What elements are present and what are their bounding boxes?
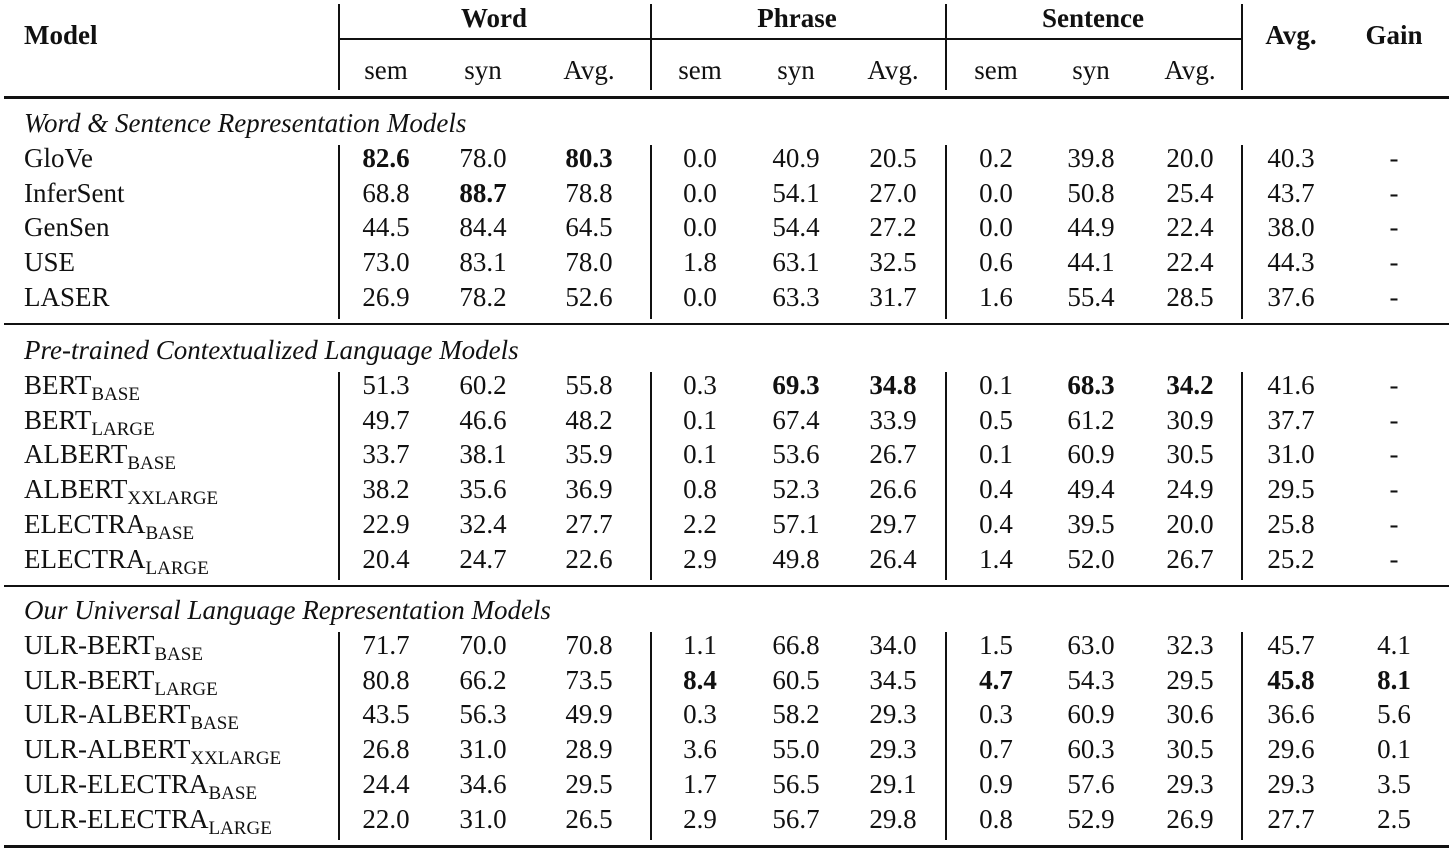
- section-divider: [1241, 372, 1243, 580]
- model-name: [24, 803, 272, 839]
- section-divider: [650, 372, 652, 580]
- table-cell: 0.0: [683, 281, 717, 312]
- model-name: [24, 247, 75, 277]
- table-cell: 5.6: [1377, 699, 1411, 730]
- model-name-base: InferSent: [24, 177, 125, 208]
- table-cell: 60.5: [772, 664, 820, 695]
- table-cell: 4.7: [979, 664, 1013, 695]
- table-cell: -: [1389, 439, 1399, 470]
- table-cell: 63.1: [772, 247, 820, 278]
- table-cell: 56.3: [459, 699, 507, 730]
- table-cell: 31.0: [459, 734, 507, 765]
- table-cell: 0.9: [979, 768, 1013, 799]
- table-cell: 22.4: [1166, 212, 1214, 243]
- table-cell: 2.5: [1377, 803, 1411, 834]
- table-cell: 8.4: [683, 664, 717, 695]
- table-cell: 0.1: [1377, 734, 1411, 765]
- table-cell: 0.2: [979, 143, 1013, 173]
- model-size-subscript: LARGE: [208, 817, 272, 839]
- table-cell: 29.8: [869, 803, 917, 834]
- table-cell: 2.9: [683, 803, 717, 834]
- table-cell: 46.6: [459, 404, 507, 435]
- table-cell: 0.1: [683, 439, 717, 470]
- table-cell: 78.0: [565, 247, 613, 278]
- table-cell: 0.0: [683, 177, 717, 208]
- table-cell: 38.0: [1267, 212, 1315, 243]
- table-cell: 31.0: [1267, 439, 1315, 470]
- header-subcol: syn: [464, 55, 502, 85]
- table-cell: 26.7: [1166, 543, 1214, 574]
- table-cell: 0.3: [683, 699, 717, 730]
- table-cell: 34.8: [869, 370, 917, 400]
- model-name-base: ELECTRA: [24, 508, 146, 539]
- header-divider: [1241, 4, 1243, 90]
- header-gain: Gain: [1365, 20, 1423, 50]
- table-cell: 29.7: [869, 508, 917, 539]
- bottom-rule: [4, 845, 1449, 848]
- table-cell: 35.6: [459, 474, 507, 505]
- section-divider: [945, 632, 947, 840]
- section-rule: [4, 323, 1449, 325]
- table-cell: 0.1: [979, 370, 1013, 400]
- model-name-base: ULR-ALBERT: [24, 734, 191, 765]
- table-cell: 52.6: [565, 281, 613, 312]
- section-divider: [338, 145, 340, 319]
- table-cell: 30.5: [1166, 734, 1214, 765]
- table-cell: 50.8: [1067, 177, 1115, 208]
- model-name: [24, 370, 140, 405]
- table-cell: 78.0: [459, 143, 507, 173]
- table-cell: 0.1: [979, 439, 1013, 470]
- model-name-base: GloVe: [24, 143, 93, 173]
- model-size-subscript: XXLARGE: [127, 488, 219, 510]
- table-cell: -: [1389, 370, 1399, 400]
- table-cell: 45.8: [1267, 664, 1315, 695]
- table-cell: 63.0: [1067, 630, 1115, 660]
- table-cell: 30.5: [1166, 439, 1214, 470]
- section-divider: [338, 372, 340, 580]
- table-cell: 49.7: [362, 404, 410, 435]
- model-name-base: ULR-BERT: [24, 630, 155, 660]
- table-cell: 0.1: [683, 404, 717, 435]
- model-name-base: LASER: [24, 281, 110, 312]
- table-cell: 29.5: [1267, 474, 1315, 505]
- table-cell: 60.2: [459, 370, 507, 400]
- table-cell: 1.8: [683, 247, 717, 278]
- table-cell: 1.4: [979, 543, 1013, 574]
- table-cell: 32.5: [869, 247, 917, 278]
- cmidrule-phrase: [650, 38, 945, 40]
- table-cell: 34.0: [869, 630, 917, 660]
- section-divider: [945, 145, 947, 319]
- table-cell: 0.0: [683, 212, 717, 243]
- model-size-subscript: BASE: [91, 384, 140, 405]
- table-cell: 61.2: [1067, 404, 1115, 435]
- table-cell: 34.5: [869, 664, 917, 695]
- model-name-base: BERT: [24, 370, 92, 400]
- model-name-base: ULR-ELECTRA: [24, 803, 209, 834]
- table-cell: 3.6: [683, 734, 717, 765]
- table-cell: 20.0: [1166, 143, 1214, 173]
- table-cell: 32.3: [1166, 630, 1214, 660]
- table-cell: 1.6: [979, 281, 1013, 312]
- table-cell: 49.9: [565, 699, 613, 730]
- table-cell: 66.8: [772, 630, 820, 660]
- table-cell: 29.1: [869, 768, 917, 799]
- table-cell: 26.7: [869, 439, 917, 470]
- table-cell: 30.9: [1166, 404, 1214, 435]
- table-cell: 52.9: [1067, 803, 1115, 834]
- header-group-phrase: Phrase: [757, 3, 837, 33]
- section-divider: [1241, 632, 1243, 840]
- model-size-subscript: BASE: [154, 644, 203, 665]
- table-cell: 73.0: [362, 247, 410, 278]
- model-name: [24, 143, 93, 173]
- table-cell: 0.7: [979, 734, 1013, 765]
- section-rule: [4, 585, 1449, 587]
- model-name-base: ULR-ELECTRA: [24, 768, 209, 799]
- table-cell: 68.8: [362, 177, 410, 208]
- model-name: [24, 474, 219, 510]
- section-divider: [945, 372, 947, 580]
- table-cell: -: [1389, 143, 1399, 173]
- table-cell: 57.6: [1067, 768, 1115, 799]
- table-cell: 29.3: [1267, 768, 1315, 799]
- table-cell: 26.6: [869, 474, 917, 505]
- table-cell: 29.5: [1166, 664, 1214, 695]
- table-cell: 40.9: [772, 143, 820, 173]
- model-name-base: USE: [24, 247, 76, 278]
- table-cell: 26.4: [869, 543, 917, 574]
- table-cell: 1.7: [683, 768, 717, 799]
- table-cell: 48.2: [565, 404, 613, 435]
- model-name: [24, 508, 195, 544]
- table-cell: -: [1389, 247, 1399, 278]
- table-cell: 35.9: [565, 439, 613, 470]
- table-cell: 51.3: [362, 370, 410, 400]
- table-cell: 25.4: [1166, 177, 1214, 208]
- table-cell: 25.8: [1267, 508, 1315, 539]
- table-cell: 56.7: [772, 803, 820, 834]
- header-model: Model: [24, 20, 98, 50]
- table-cell: -: [1389, 212, 1399, 243]
- header-avg: Avg.: [1265, 20, 1317, 50]
- table-cell: 63.3: [772, 281, 820, 312]
- table-cell: 56.5: [772, 768, 820, 799]
- table-cell: 25.2: [1267, 543, 1315, 574]
- header-subcol: syn: [777, 55, 815, 85]
- model-name: [24, 699, 239, 735]
- table-cell: 82.6: [362, 143, 410, 173]
- header-group-sentence: Sentence: [1042, 3, 1144, 33]
- table-cell: 0.8: [979, 803, 1013, 834]
- table-cell: 66.2: [459, 664, 507, 695]
- table-cell: 44.1: [1067, 247, 1115, 278]
- table-cell: 1.1: [683, 630, 717, 660]
- model-size-subscript: LARGE: [145, 557, 209, 579]
- table-cell: 33.7: [362, 439, 410, 470]
- model-size-subscript: BASE: [190, 713, 239, 735]
- table-cell: 52.0: [1067, 543, 1115, 574]
- table-cell: 24.4: [362, 768, 410, 799]
- header-subcol: Avg.: [1164, 55, 1216, 85]
- table-cell: 80.3: [565, 143, 613, 173]
- header-rule: [4, 96, 1449, 99]
- section-divider: [650, 145, 652, 319]
- table-cell: 2.2: [683, 508, 717, 539]
- table-cell: 27.7: [565, 508, 613, 539]
- table-cell: 28.5: [1166, 281, 1214, 312]
- table-cell: 26.9: [1166, 803, 1214, 834]
- table-cell: 70.0: [459, 630, 507, 660]
- model-name-base: ALBERT: [24, 439, 128, 470]
- header-subcol: sem: [678, 55, 722, 85]
- model-name-base: ELECTRA: [24, 543, 146, 574]
- model-name-base: ALBERT: [24, 474, 128, 505]
- model-name-base: ULR-ALBERT: [24, 699, 191, 730]
- table-cell: 60.9: [1067, 439, 1115, 470]
- table-cell: -: [1389, 404, 1399, 435]
- table-cell: 22.4: [1166, 247, 1214, 278]
- section-divider: [338, 632, 340, 840]
- table-cell: 55.8: [565, 370, 613, 400]
- table-cell: 37.6: [1267, 281, 1315, 312]
- table-cell: 71.7: [362, 630, 410, 660]
- table-cell: 31.0: [459, 803, 507, 834]
- table-cell: 83.1: [459, 247, 507, 278]
- table-cell: 70.8: [565, 630, 613, 660]
- table-cell: 78.2: [459, 281, 507, 312]
- table-cell: 54.4: [772, 212, 820, 243]
- table-cell: 38.2: [362, 474, 410, 505]
- model-size-subscript: BASE: [145, 522, 195, 544]
- table-cell: 36.6: [1267, 699, 1315, 730]
- table-cell: 60.3: [1067, 734, 1115, 765]
- table-cell: 52.3: [772, 474, 820, 505]
- table-cell: 78.8: [565, 177, 613, 208]
- table-cell: -: [1389, 177, 1399, 208]
- table-cell: -: [1389, 281, 1399, 312]
- table-cell: 3.5: [1377, 768, 1411, 799]
- table-cell: 36.9: [565, 474, 613, 505]
- header-divider: [945, 4, 947, 90]
- table-cell: 29.5: [565, 768, 613, 799]
- table-cell: 0.0: [979, 212, 1013, 243]
- header-subcol: sem: [974, 55, 1018, 85]
- table-cell: 58.2: [772, 699, 820, 730]
- table-cell: 34.6: [459, 768, 507, 799]
- table-cell: 54.3: [1067, 664, 1115, 695]
- table-cell: 20.5: [869, 143, 917, 173]
- table-cell: 26.9: [362, 281, 410, 312]
- table-cell: 37.7: [1267, 404, 1315, 435]
- table-cell: 24.9: [1166, 474, 1214, 505]
- table-cell: 28.9: [565, 734, 613, 765]
- header-subcol: syn: [1072, 55, 1110, 85]
- table-cell: 68.3: [1067, 370, 1115, 400]
- table-cell: 22.6: [565, 543, 613, 574]
- table-cell: 80.8: [362, 664, 410, 695]
- table-cell: 27.2: [869, 212, 917, 243]
- table-cell: 26.8: [362, 734, 410, 765]
- table-cell: 39.5: [1067, 508, 1115, 539]
- table-cell: 30.6: [1166, 699, 1214, 730]
- header-subcol: Avg.: [563, 55, 615, 85]
- table-cell: 49.4: [1067, 474, 1115, 505]
- table-cell: 0.5: [979, 404, 1013, 435]
- table-cell: 20.0: [1166, 508, 1214, 539]
- section-divider: [650, 632, 652, 840]
- table-cell: 69.3: [772, 370, 820, 400]
- model-size-subscript: BASE: [127, 453, 176, 475]
- section-title: Our Universal Language Representation Models: [24, 595, 551, 625]
- section-title: Pre-trained Contextualized Language Models: [24, 335, 519, 365]
- model-name: [24, 630, 203, 665]
- table-cell: 27.0: [869, 177, 917, 208]
- model-name: [24, 439, 176, 475]
- table-cell: 0.4: [979, 474, 1013, 505]
- table-cell: 24.7: [459, 543, 507, 574]
- table-cell: 84.4: [459, 212, 507, 243]
- table-cell: 20.4: [362, 543, 410, 574]
- table-cell: 26.5: [565, 803, 613, 834]
- table-cell: 88.7: [459, 177, 507, 208]
- cmidrule-sentence: [945, 38, 1241, 40]
- header-group-word: Word: [460, 3, 527, 33]
- table-cell: 31.7: [869, 281, 917, 312]
- table-cell: 0.4: [979, 508, 1013, 539]
- table-cell: 44.9: [1067, 212, 1115, 243]
- model-name-base: BERT: [24, 404, 92, 435]
- section-divider: [1241, 145, 1243, 319]
- table-cell: 29.3: [1166, 768, 1214, 799]
- table-cell: 8.1: [1377, 664, 1411, 695]
- table-cell: 49.8: [772, 543, 820, 574]
- table-cell: 53.6: [772, 439, 820, 470]
- table-cell: 34.2: [1166, 370, 1214, 400]
- table-cell: 55.4: [1067, 281, 1115, 312]
- model-name: [24, 178, 124, 208]
- table-cell: 0.0: [979, 177, 1013, 208]
- table-cell: -: [1389, 474, 1399, 505]
- table-cell: 41.6: [1267, 370, 1315, 400]
- table-cell: 29.6: [1267, 734, 1315, 765]
- table-cell: 0.8: [683, 474, 717, 505]
- table-cell: 2.9: [683, 543, 717, 574]
- table-cell: 27.7: [1267, 803, 1315, 834]
- table-cell: 45.7: [1267, 630, 1315, 660]
- table-cell: 29.3: [869, 734, 917, 765]
- table-cell: 38.1: [459, 439, 507, 470]
- table-cell: 60.9: [1067, 699, 1115, 730]
- section-title: Word & Sentence Representation Models: [24, 108, 467, 138]
- table-cell: 1.5: [979, 630, 1013, 660]
- model-size-subscript: XXLARGE: [190, 748, 282, 770]
- table-cell: 0.0: [683, 143, 717, 173]
- table-cell: 57.1: [772, 508, 820, 539]
- table-cell: 0.3: [683, 370, 717, 400]
- table-cell: 67.4: [772, 404, 820, 435]
- model-name-base: GenSen: [24, 212, 110, 243]
- table-cell: 43.7: [1267, 177, 1315, 208]
- table-cell: 44.3: [1267, 247, 1315, 278]
- model-name: [24, 282, 110, 312]
- table-cell: -: [1389, 543, 1399, 574]
- table-cell: 64.5: [565, 212, 613, 243]
- model-name: [24, 768, 258, 804]
- table-cell: 55.0: [772, 734, 820, 765]
- model-name: [24, 664, 218, 700]
- table-cell: 54.1: [772, 177, 820, 208]
- model-name: [24, 212, 109, 242]
- model-name-base: ULR-BERT: [24, 664, 155, 695]
- table-cell: 32.4: [459, 508, 507, 539]
- table-cell: 44.5: [362, 212, 410, 243]
- table-cell: -: [1389, 508, 1399, 539]
- header-divider: [338, 4, 340, 90]
- model-size-subscript: LARGE: [154, 678, 218, 700]
- table-cell: 33.9: [869, 404, 917, 435]
- table-cell: 0.6: [979, 247, 1013, 278]
- model-name: [24, 543, 209, 579]
- table-cell: 22.9: [362, 508, 410, 539]
- table-cell: 22.0: [362, 803, 410, 834]
- table-cell: 73.5: [565, 664, 613, 695]
- table-cell: 0.3: [979, 699, 1013, 730]
- model-size-subscript: LARGE: [91, 418, 155, 440]
- model-size-subscript: BASE: [208, 782, 258, 804]
- model-name: [24, 734, 282, 770]
- model-name: [24, 404, 155, 440]
- cmidrule-word: [338, 38, 650, 40]
- table-cell: 4.1: [1377, 630, 1411, 660]
- header-subcol: sem: [364, 55, 408, 85]
- table-cell: 39.8: [1067, 143, 1115, 173]
- header-subcol: Avg.: [867, 55, 919, 85]
- table-cell: 43.5: [362, 699, 410, 730]
- table-cell: 40.3: [1267, 143, 1315, 173]
- header-divider: [650, 4, 652, 90]
- table-cell: 29.3: [869, 699, 917, 730]
